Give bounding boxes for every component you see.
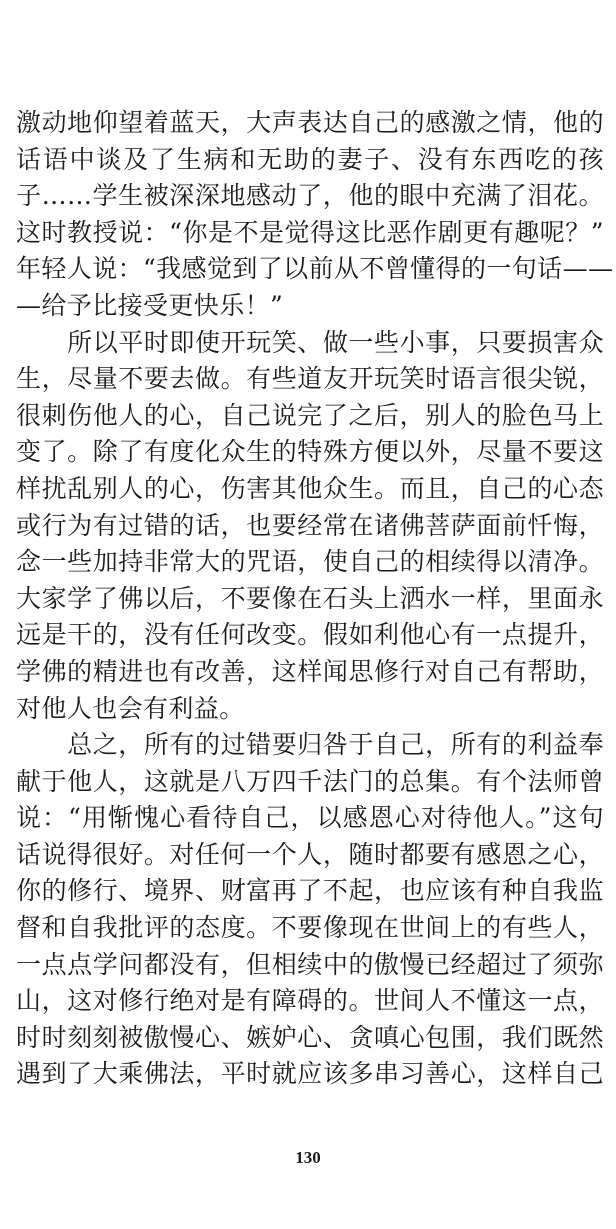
text-line: 你的修行、境界、财富再了不起，也应该有种自我监 (16, 876, 604, 906)
text-line: 学佛的精进也有改善，这样闻思修行对自己有帮助， (16, 656, 604, 686)
text-line: 样扰乱别人的心，伤害其他众生。而且，自己的心态 (16, 473, 604, 503)
text-line: 遇到了大乘佛法，平时就应该多串习善心，这样自己 (16, 1059, 604, 1089)
text-line: 生，尽量不要去做。有些道友开玩笑时语言很尖锐， (16, 364, 604, 394)
text-line: 总之，所有的过错要归咎于自己，所有的利益奉 (16, 730, 604, 760)
text-line: 大家学了佛以后，不要像在石头上洒水一样，里面永 (16, 583, 604, 613)
text-line: 山，这对修行绝对是有障碍的。世间人不懂这一点， (16, 986, 604, 1016)
text-line: 子……学生被深深地感动了，他的眼中充满了泪花。 (16, 181, 604, 211)
text-line: 督和自我批评的态度。不要像现在世间上的有些人， (16, 913, 604, 943)
text-line: 激动地仰望着蓝天，大声表达自己的感激之情，他的 (16, 108, 604, 137)
text-line: 话语中谈及了生病和无助的妻子、没有东西吃的孩 (16, 144, 604, 174)
text-line: 变了。除了有度化众生的特殊方便以外，尽量不要这 (16, 437, 604, 467)
text-line: 时时刻刻被傲慢心、嫉妒心、贪嗔心包围，我们既然 (16, 1022, 604, 1052)
text-line: 远是干的，没有任何改变。假如利他心有一点提升， (16, 620, 604, 650)
body-text (16, 105, 614, 1093)
text-line: 说：“用惭愧心看待自己，以感恩心对待他人。”这句 (16, 803, 604, 833)
text-line: 很刺伤他人的心，自己说完了之后，别人的脸色马上 (16, 400, 604, 430)
text-line: —给予比接受更快乐！” (16, 290, 284, 320)
text-line: 或行为有过错的话，也要经常在诸佛菩萨面前忏悔， (16, 510, 604, 540)
text-line: 年轻人说：“我感觉到了以前从不曾懂得的一句话—— (16, 254, 614, 284)
text-line: 献于他人，这就是八万四千法门的总集。有个法师曾 (16, 766, 604, 796)
text-line: 所以平时即使开玩笑、做一些小事，只要损害众 (16, 327, 604, 357)
text-line: 念一些加持非常大的咒语，使自己的相续得以清净。 (16, 547, 604, 577)
page-number: 130 (295, 1148, 321, 1167)
text-line: 对他人也会有利益。 (16, 693, 245, 723)
text-line: 话说得很好。对任何一个人，随时都要有感恩之心， (16, 839, 604, 869)
text-line: 这时教授说：“你是不是觉得这比恶作剧更有趣呢？” (16, 217, 604, 247)
text-line: 一点点学问都没有，但相续中的傲慢已经超过了须弥 (16, 949, 604, 979)
